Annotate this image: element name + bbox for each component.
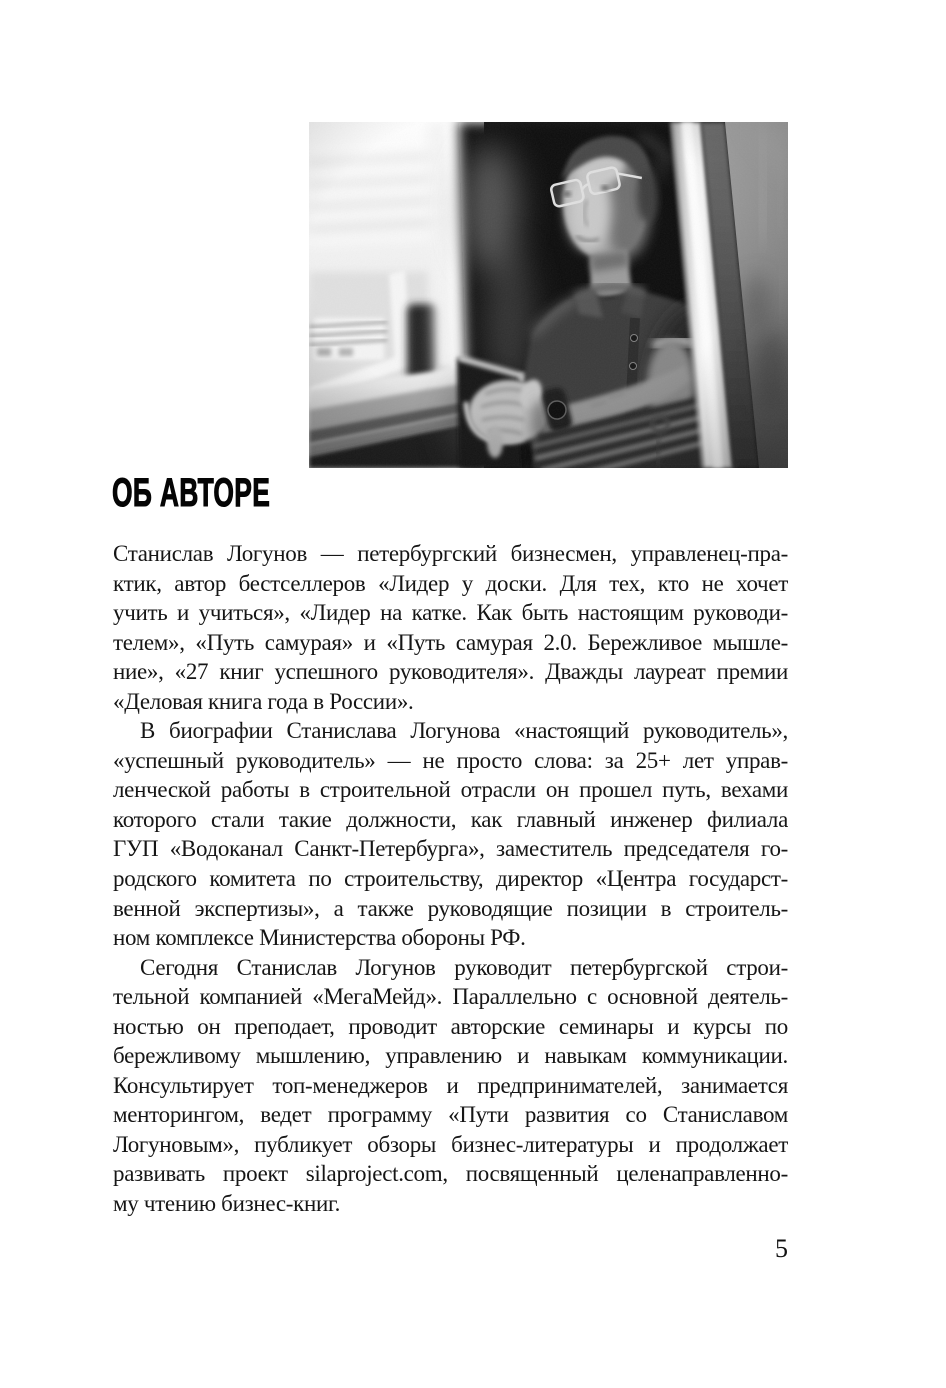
text-line: «Деловая книга года в России». bbox=[113, 688, 414, 714]
text-line: ктик, автор бестселлеров «Лидер у доски. Для тех, кто не хочет bbox=[113, 570, 788, 596]
text-line: ГУП «Водоканал Санкт-Петербурга», заместитель председателя го- bbox=[113, 836, 788, 862]
text-line: му чтению бизнес-книг. bbox=[113, 1191, 341, 1217]
text-line: Сегодня Станислав Логунов руководит петербургской строи- bbox=[140, 954, 788, 980]
text-line: ние», «27 книг успешного руководителя». Дважды лауреат премии bbox=[113, 659, 788, 685]
page-title: ОБ АВТОРЕ bbox=[112, 471, 271, 515]
text-line: менторингом, ведет программу «Пути развития со Станиславом bbox=[113, 1102, 788, 1128]
text-line: развивать проект silaproject.com, посвященный целенаправленно- bbox=[113, 1161, 788, 1187]
text-line: родского комитета по строительству, директор «Центра государст- bbox=[113, 866, 788, 892]
text-line: ленческой работы в строительной отрасли он прошел путь, вехами bbox=[113, 777, 788, 803]
author-photo-image bbox=[309, 122, 788, 468]
text-line: бережливому мышлению, управлению и навыкам коммуникации. bbox=[113, 1043, 788, 1069]
text-line: которого стали такие должности, как главный инженер филиала bbox=[113, 806, 788, 832]
text-line: Логуновым», публикует обзоры бизнес-литературы и продолжает bbox=[113, 1131, 788, 1157]
text-line: ном комплексе Министерства обороны РФ. bbox=[113, 925, 526, 951]
body-text bbox=[113, 539, 788, 1219]
text-line: Консультирует топ-менеджеров и предпринимателей, занимается bbox=[113, 1072, 788, 1098]
author-photo bbox=[309, 122, 788, 468]
text-line: «успешный руководитель» — не просто слова: за 25+ лет управ- bbox=[113, 747, 788, 773]
text-line: В биографии Станислава Логунова «настоящий руководитель», bbox=[140, 718, 788, 744]
text-line: телем», «Путь самурая» и «Путь самурая 2.0. Бережливое мышле- bbox=[113, 629, 788, 655]
text-line: тельной компанией «МегаМейд». Параллельно с основной деятель- bbox=[113, 984, 788, 1010]
text-line: учить и учиться», «Лидер на катке. Как быть настоящим руководи- bbox=[113, 600, 788, 626]
text-line: ностью он преподает, проводит авторские семинары и курсы по bbox=[113, 1013, 788, 1039]
text-line: венной экспертизы», а также руководящие позиции в строитель- bbox=[113, 895, 788, 921]
text-line: Станислав Логунов — петербургский бизнесмен, управленец-пра- bbox=[113, 541, 788, 566]
page-number: 5 bbox=[775, 1234, 788, 1263]
